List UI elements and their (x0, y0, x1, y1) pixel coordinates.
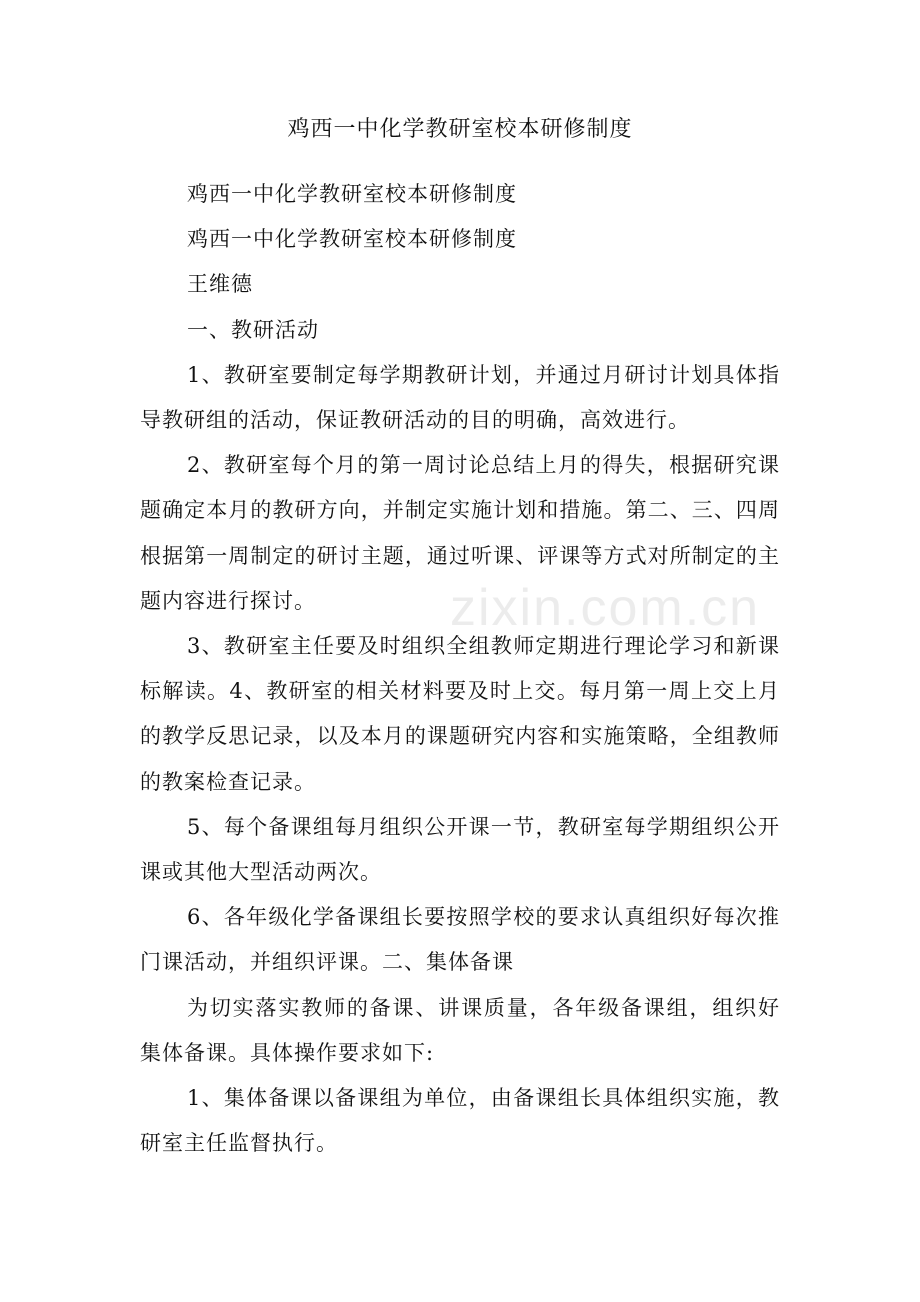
paragraph-item-3: 3、教研室主任要及时组织全组教师定期进行理论学习和新课标解读。4、教研室的相关材料要及时上交。每月第一周上交上月的教学反思记录，以及本月的课题研究内容和实施策略，全组教师的教案检查记录。 (140, 634, 780, 794)
watermark: zixin.com.cn (450, 579, 761, 637)
document-body (140, 172, 780, 1166)
paragraph-collective-item-1: 1、集体备课以备课组为单位，由备课组长具体组织实施，教研室主任监督执行。 (140, 1086, 780, 1156)
paragraph-collective-intro: 为切实落实教师的备课、讲课质量，各年级备课组，组织好集体备课。具体操作要求如下: (140, 995, 780, 1065)
document-title: 鸡西一中化学教研室校本研修制度 (287, 117, 633, 142)
paragraph-subtitle-1: 鸡西一中化学教研室校本研修制度 (187, 182, 517, 206)
paragraph-item-1: 1、教研室要制定每学期教研计划，并通过月研讨计划具体指导教研组的活动，保证教研活动的目的明确，高效进行。 (140, 362, 780, 433)
paragraph-item-6: 6、各年级化学备课组长要按照学校的要求认真组织好每次推门课活动，并组织评课。二、集体备课 (140, 905, 780, 975)
paragraph-item-2: 2、教研室每个月的第一周讨论总结上月的得失，根据研究课题确定本月的教研方向，并制定实施计划和措施。第二、三、四周根据第一周制定的研讨主题，通过听课、评课等方式对所制定的主题内容进行探讨。 (140, 453, 780, 613)
section-heading-research: 一、教研活动 (187, 317, 319, 342)
paragraph-subtitle-2: 鸡西一中化学教研室校本研修制度 (187, 227, 517, 252)
paragraph-item-5: 5、每个备课组每月组织公开课一节，教研室每学期组织公开课或其他大型活动两次。 (140, 814, 780, 885)
paragraph-author: 王维德 (187, 272, 253, 297)
